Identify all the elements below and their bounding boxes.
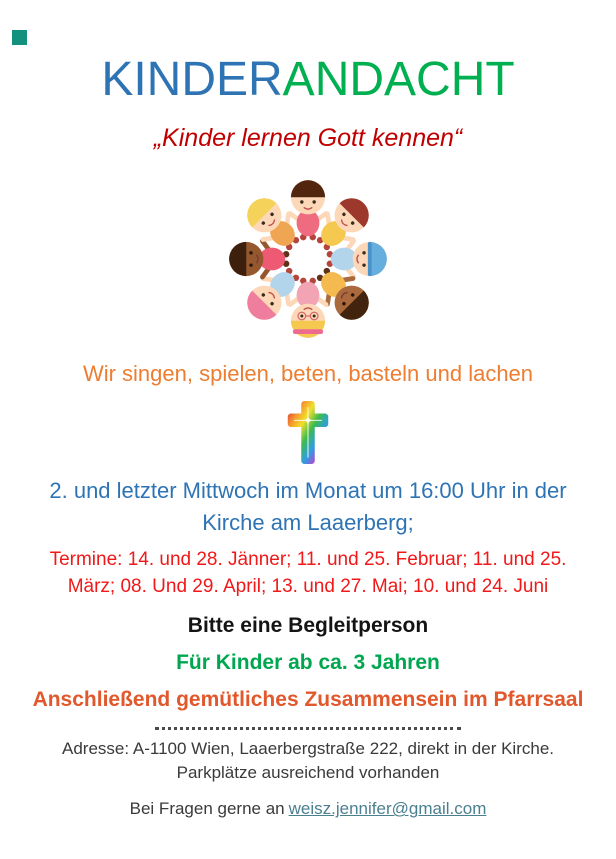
page-title-part-andacht: ANDACHT [282, 53, 515, 106]
children-circle-illustration [0, 163, 616, 355]
schedule-line: 2. und letzter Mittwoch im Monat um 16:00 Uhr in der Kirche am Laaerberg; [49, 477, 567, 535]
social-line: Anschließend gemütliches Zusammensein im Pfarrsaal [32, 687, 584, 711]
dotted-divider [155, 727, 461, 730]
corner-mark [12, 30, 27, 45]
address-line-1: Adresse: A-1100 Wien, Laaerbergstraße 222, direkt in der Kirche. [62, 738, 554, 758]
page-title-part-kinder: KINDER [101, 53, 283, 106]
contact-email-link[interactable]: weisz.jennifer@gmail.com [288, 799, 487, 819]
subtitle-quote: „Kinder lernen Gott kennen“ [153, 123, 463, 152]
contact-prefix: Bei Fragen gerne an [129, 799, 285, 819]
address-block [0, 737, 616, 786]
companion-line: Bitte eine Begleitperson [187, 613, 429, 637]
rainbow-cross-icon [0, 395, 616, 469]
dates-line: Termine: 14. und 28. Jänner; 11. und 25. Februar; 11. und 25. März; 08. Und 29. April; 13. und 27. Mai; 10. und 24. Juni [49, 549, 567, 597]
children-circle-icon [213, 163, 403, 355]
page-title [0, 52, 616, 109]
age-line: Für Kinder ab ca. 3 Jahren [176, 650, 440, 674]
address-line-2: Parkplätze ausreichend vorhanden [176, 763, 440, 783]
activities-line: Wir singen, spielen, beten, basteln und lachen [82, 360, 534, 386]
contact-line [0, 799, 616, 819]
